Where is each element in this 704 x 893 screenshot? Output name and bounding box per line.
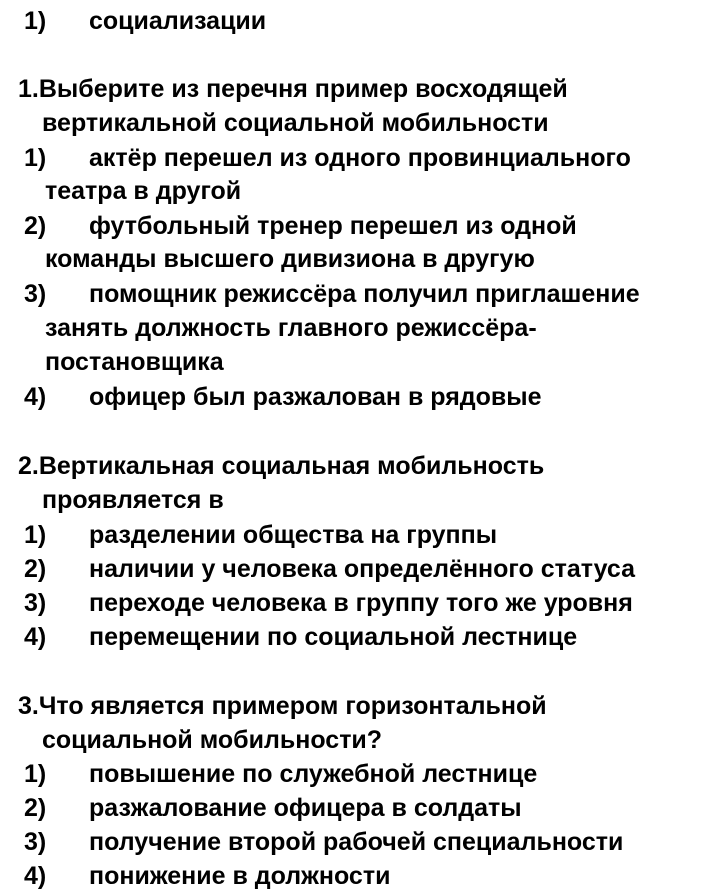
- question-title-continued: вертикальной социальной мобильности: [42, 109, 549, 137]
- option-text: получение второй рабочей специальности: [89, 828, 624, 856]
- option-number: 4): [24, 383, 47, 411]
- option-number: 2): [24, 555, 47, 583]
- question-title-continued: социальной мобильности?: [42, 726, 383, 754]
- option-text: повышение по служебной лестнице: [89, 760, 538, 788]
- option-number: 3): [24, 589, 47, 617]
- option-text: перемещении по социальной лестнице: [89, 623, 578, 651]
- option-text: помощник режиссёра получил приглашение: [89, 280, 640, 308]
- option-number: 2): [24, 794, 47, 822]
- option-text-continued: театра в другой: [45, 177, 242, 205]
- option-number: 1): [24, 144, 47, 172]
- item-number: 1): [24, 7, 47, 35]
- option-text: наличии у человека определённого статуса: [89, 555, 636, 583]
- option-text: футбольный тренер перешел из одной: [89, 212, 577, 240]
- question-title-continued: проявляется в: [42, 486, 224, 514]
- option-number: 1): [24, 521, 47, 549]
- option-text: актёр перешел из одного провинциального: [89, 144, 631, 172]
- option-text: разделении общества на группы: [89, 521, 498, 549]
- option-text: разжалование офицера в солдаты: [89, 794, 522, 822]
- option-text: переходе человека в группу того же уровня: [89, 589, 633, 617]
- item-text: социализации: [89, 7, 267, 35]
- option-number: 4): [24, 862, 47, 890]
- question-title: 1.Выберите из перечня пример восходящей: [18, 75, 568, 103]
- option-number: 3): [24, 280, 47, 308]
- question-title: 2.Вертикальная социальная мобильность: [18, 452, 545, 480]
- option-number: 3): [24, 828, 47, 856]
- option-text: понижение в должности: [89, 862, 391, 890]
- option-number: 4): [24, 623, 47, 651]
- option-text-continued: занять должность главного режиссёра-: [45, 314, 537, 342]
- question-title: 3.Что является примером горизонтальной: [18, 692, 547, 720]
- option-number: 1): [24, 760, 47, 788]
- option-number: 2): [24, 212, 47, 240]
- option-text-continued: постановщика: [45, 348, 224, 376]
- option-text-continued: команды высшего дивизиона в другую: [45, 245, 535, 273]
- option-text: офицер был разжалован в рядовые: [89, 383, 542, 411]
